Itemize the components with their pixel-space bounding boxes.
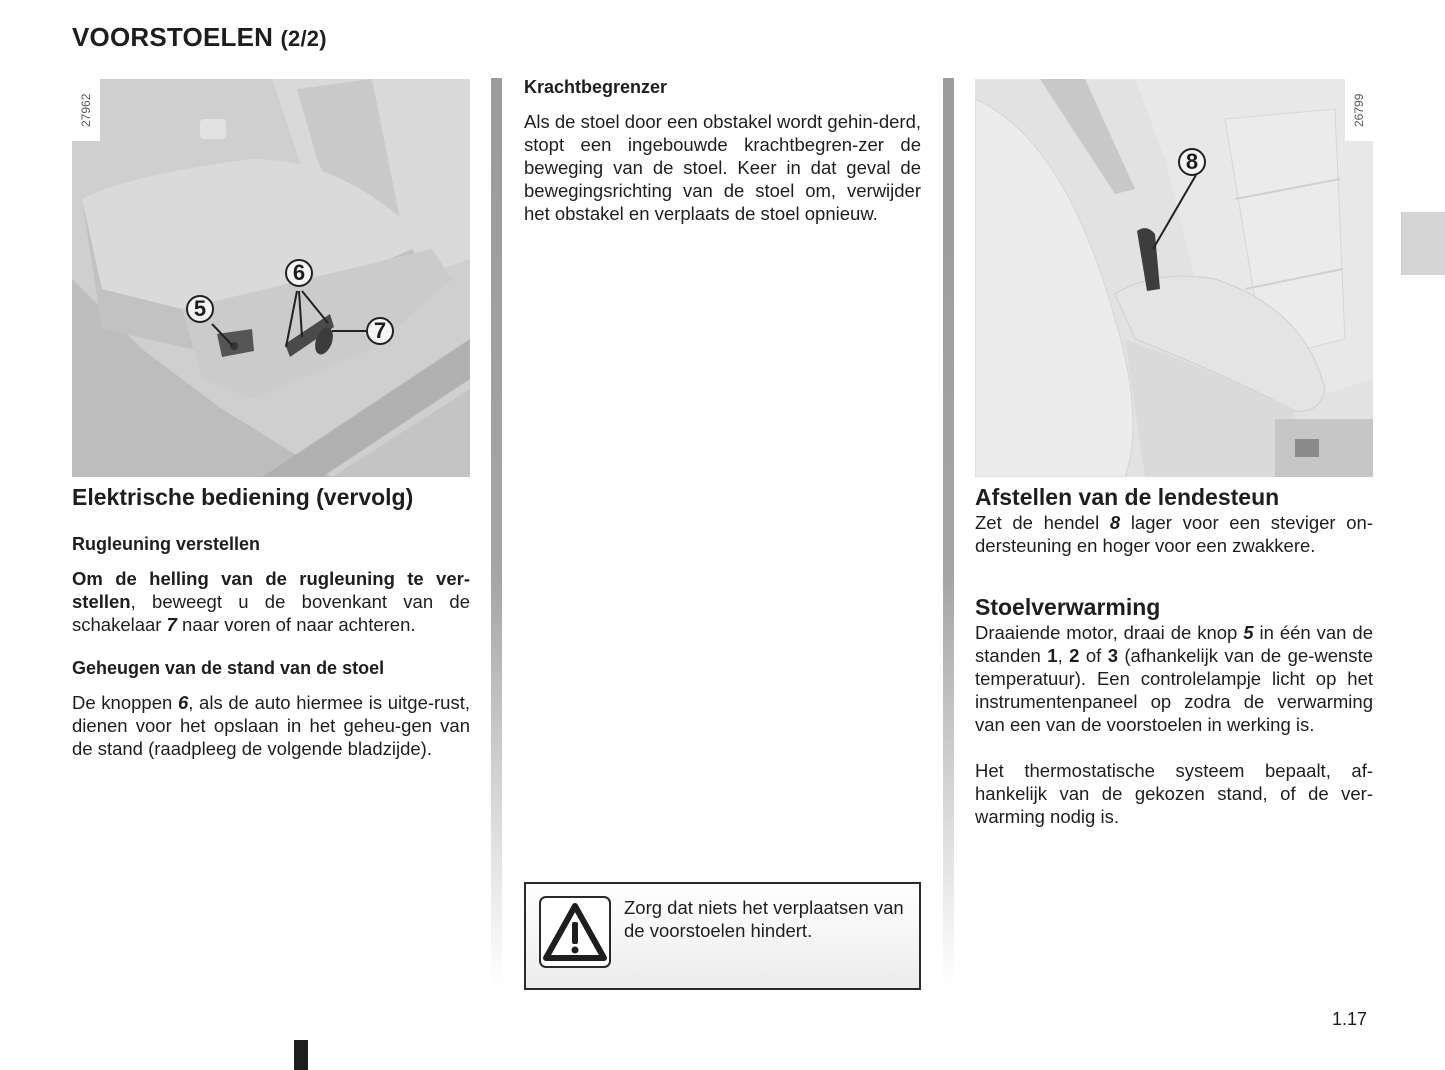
paragraph-memory bbox=[72, 691, 470, 760]
warning-triangle-icon bbox=[539, 896, 611, 968]
text: , beweegt u de bovenkant van de schakelaar bbox=[72, 591, 470, 635]
text: , bbox=[1057, 645, 1070, 666]
section-heading-electric-control: Elektrische bediening (vervolg) bbox=[72, 484, 414, 510]
text: lager voor een steviger on-dersteuning en hoger voor een zwakkere. bbox=[975, 512, 1373, 556]
position-2: 2 bbox=[1069, 645, 1080, 666]
subheading-backrest: Rugleuning verstellen bbox=[72, 534, 261, 554]
column-divider-right bbox=[943, 78, 954, 988]
lumbar-lever-illustration bbox=[975, 79, 1373, 477]
position-1: 1 bbox=[1047, 645, 1058, 666]
warning-box bbox=[524, 882, 921, 990]
section-heading-seat-heating: Stoelverwarming bbox=[975, 594, 1161, 620]
text: of bbox=[1079, 645, 1108, 666]
paragraph-force-limiter: Als de stoel door een obstakel wordt gehin-derd, stopt een ingebouwde krachtbegren-zer de beweging van de stoel. Keer in dat geval de bewegingsrichting van de stoel om, verwijder het obstakel en verplaats de stoel opnieuw. bbox=[524, 111, 921, 224]
warning-text: Zorg dat niets het verplaatsen van de voorstoelen hindert. bbox=[624, 897, 904, 941]
seat-controls-illustration bbox=[72, 79, 470, 477]
callout-5: 5 bbox=[186, 295, 214, 323]
column-divider-left bbox=[491, 78, 502, 988]
ref-number: 8 bbox=[1109, 512, 1121, 533]
callout-6: 6 bbox=[285, 259, 313, 287]
text: in één van de standen bbox=[975, 622, 1373, 666]
seat-controls-figure bbox=[72, 79, 470, 477]
paragraph-thermostat: Het thermostatische systeem bepaalt, af-hankelijk van de gekozen stand, of de ver-warming nodig is. bbox=[975, 760, 1373, 827]
lumbar-lever-figure bbox=[975, 79, 1373, 477]
figure-code: 27962 bbox=[72, 79, 100, 141]
page-title bbox=[72, 22, 327, 53]
position-3: 3 bbox=[1107, 645, 1118, 666]
text: naar voren of naar achteren. bbox=[176, 614, 416, 635]
paragraph-lumbar bbox=[975, 511, 1373, 557]
text: , als de auto hiermee is uitge-rust, dienen voor het opslaan in het geheu-gen van de stand (raadpleeg de volgende bladzijde). bbox=[72, 692, 470, 759]
subheading-memory: Geheugen van de stand van de stoel bbox=[72, 658, 385, 678]
chapter-thumb-tab bbox=[1401, 212, 1445, 275]
callout-7: 7 bbox=[366, 317, 394, 345]
paragraph-backrest bbox=[72, 567, 470, 636]
text: Zet de hendel bbox=[975, 512, 1110, 533]
subheading-force-limiter: Krachtbegrenzer bbox=[524, 77, 668, 97]
page-title-main: VOORSTOELEN bbox=[72, 22, 274, 52]
page-number: 1.17 bbox=[1332, 1009, 1368, 1029]
ref-number: 7 bbox=[166, 614, 177, 635]
page-title-part: (2/2) bbox=[280, 26, 327, 51]
text: Draaiende motor, draai de knop bbox=[975, 622, 1244, 643]
figure-code: 26799 bbox=[1345, 79, 1373, 141]
paragraph-seat-heating bbox=[975, 621, 1373, 736]
callout-8: 8 bbox=[1178, 148, 1206, 176]
ref-number: 5 bbox=[1243, 622, 1254, 643]
crop-mark bbox=[294, 1040, 308, 1070]
text: De knoppen bbox=[72, 692, 178, 713]
bold-lead: Om de helling van de rugleuning te ver-stellen bbox=[72, 568, 470, 612]
text: (afhankelijk van de ge-wenste temperatuur). Een controlelampje licht op het instrumentenpaneel op zodra de verwarming van een van de voorstoelen in werking is. bbox=[975, 645, 1373, 735]
section-heading-lumbar: Afstellen van de lendesteun bbox=[975, 484, 1280, 510]
ref-number: 6 bbox=[177, 692, 189, 713]
